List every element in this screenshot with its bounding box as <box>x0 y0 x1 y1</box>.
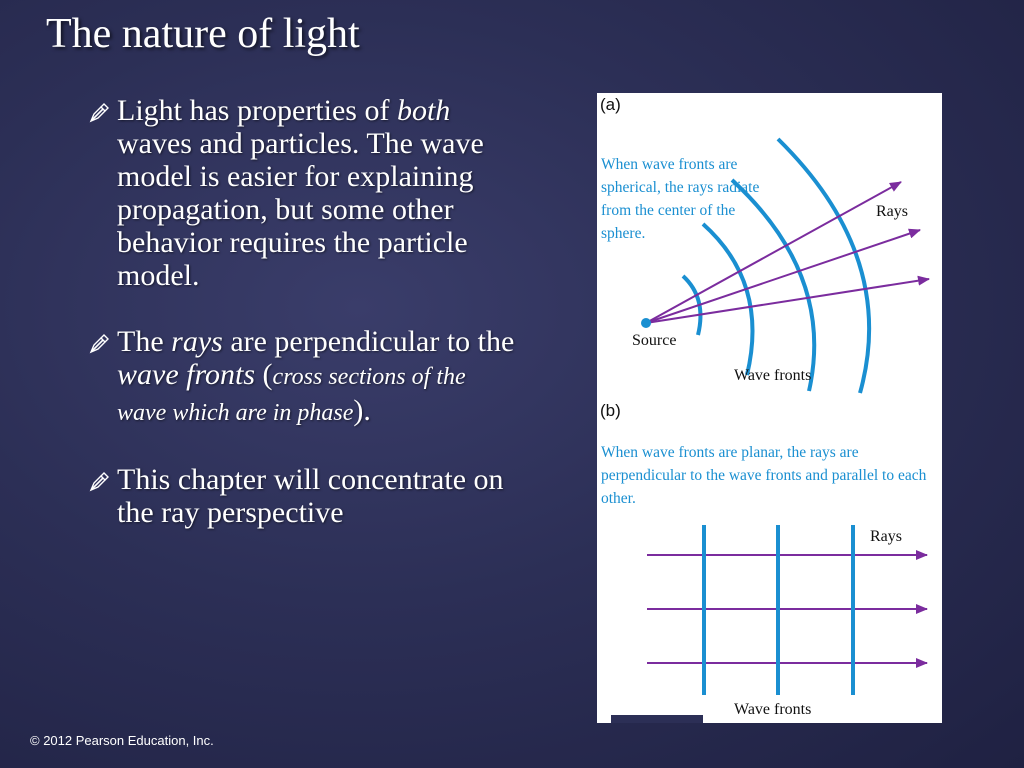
rays-label: Rays <box>870 528 902 545</box>
bullet-item <box>88 94 518 292</box>
pen-nib-icon <box>88 333 110 355</box>
bullet-item <box>88 325 518 430</box>
pen-nib-icon <box>88 471 110 493</box>
bullet-text: ). <box>353 394 371 427</box>
bullet-text: are perpendicular to the <box>222 325 515 358</box>
bullet-item <box>88 463 518 529</box>
panel-b-label: (b) <box>600 401 621 420</box>
wavefronts-label: Wave fronts <box>734 701 812 718</box>
panel-b-caption: When wave fronts are planar, the rays are perpendicular to the wave fronts and parallel to each other. <box>601 444 927 507</box>
bullet-text: This chapter will concentrate on the ray perspective <box>117 463 504 529</box>
panel-a-label: (a) <box>600 95 621 114</box>
bullet-text-emphasis: rays <box>171 325 223 358</box>
source-label: Source <box>632 332 677 349</box>
rays-label: Rays <box>876 203 908 220</box>
wavefront-arc-4 <box>778 139 869 393</box>
wave-ray-figure <box>597 93 942 723</box>
figure-edge-strip <box>611 715 703 723</box>
bullet-list <box>88 94 518 529</box>
bullet-text-emphasis: wave fronts <box>117 358 256 391</box>
copyright-notice: © 2012 Pearson Education, Inc. <box>30 733 214 748</box>
wavefront-arc-2 <box>703 224 753 375</box>
bullet-text: The <box>117 325 172 358</box>
bullet-text-emphasis: both <box>396 94 451 127</box>
source-dot <box>641 318 651 328</box>
pen-nib-icon <box>88 102 110 124</box>
wavefronts-label: Wave fronts <box>734 367 812 384</box>
slide-title: The nature of light <box>46 11 360 57</box>
bullet-text: waves and particles. The wave model is easier for explaining propagation, but some other behavior requires the particle model. <box>117 127 484 292</box>
bullet-text-definition: cross sections of the wave which are in phase <box>117 364 466 426</box>
bullet-text: Light has properties of <box>117 94 397 127</box>
bullet-text: ( <box>255 358 273 391</box>
panel-a-caption: When wave fronts are spherical, the rays radiate from the center of the sphere. <box>601 156 760 242</box>
ray-line <box>646 279 929 323</box>
